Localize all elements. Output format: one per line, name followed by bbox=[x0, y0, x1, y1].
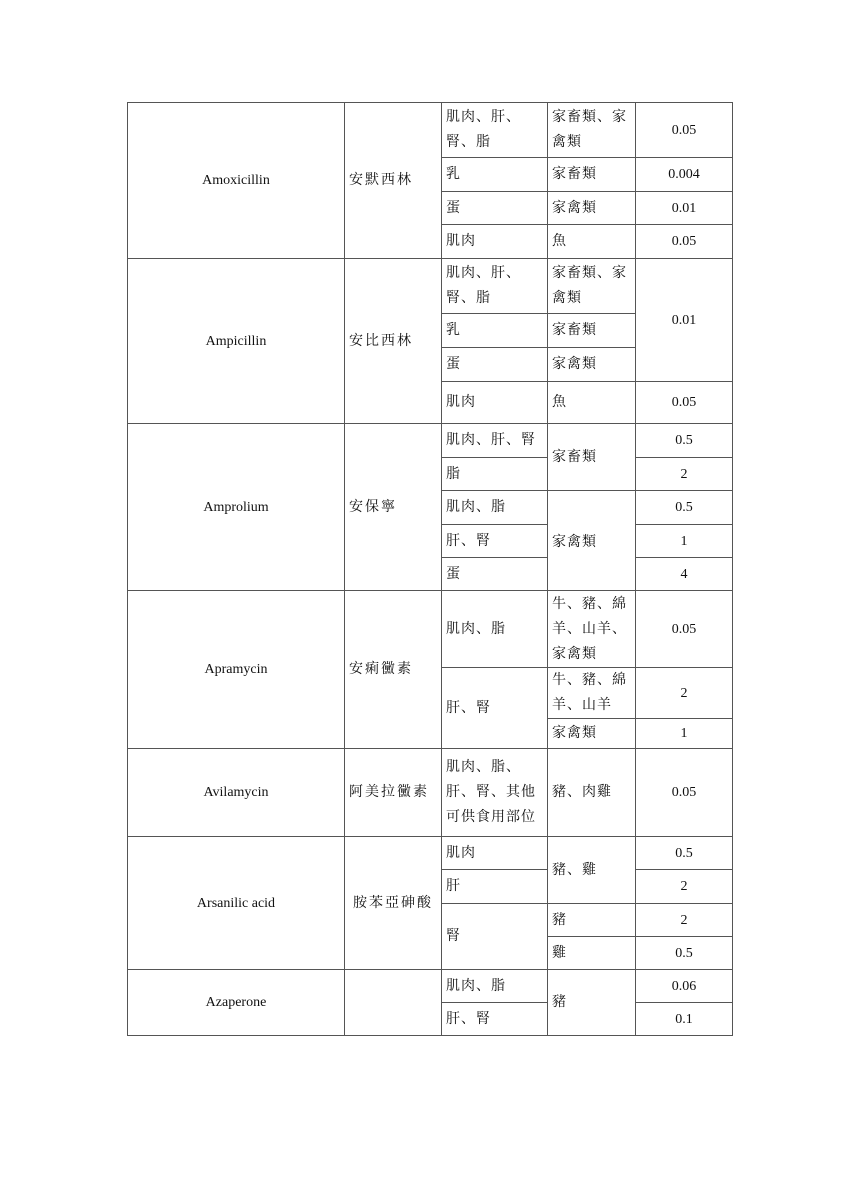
mrl-value: 0.05 bbox=[636, 749, 733, 837]
species-cell: 魚 bbox=[548, 382, 636, 424]
species-cell: 家禽類 bbox=[548, 348, 636, 382]
tissue-cell: 肌肉、肝、腎、脂 bbox=[442, 103, 548, 158]
drug-name-en: Apramycin bbox=[128, 591, 345, 749]
species-cell: 家畜類 bbox=[548, 158, 636, 192]
tissue-cell: 乳 bbox=[442, 158, 548, 192]
drug-name-zh: 安保寧 bbox=[345, 424, 442, 591]
tissue-cell: 蛋 bbox=[442, 348, 548, 382]
tissue-cell: 肌肉 bbox=[442, 225, 548, 259]
mrl-value: 0.05 bbox=[636, 225, 733, 259]
table-row bbox=[128, 749, 733, 837]
table-row bbox=[128, 424, 733, 458]
mrl-value: 0.05 bbox=[636, 103, 733, 158]
drug-name-zh: 胺苯亞砷酸 bbox=[345, 837, 442, 970]
tissue-cell: 肌肉 bbox=[442, 837, 548, 870]
species-cell: 牛、豬、綿羊、山羊、家禽類 bbox=[548, 591, 636, 668]
drug-name-en: Ampicillin bbox=[128, 259, 345, 424]
species-cell: 豬、肉雞 bbox=[548, 749, 636, 837]
drug-name-zh bbox=[345, 970, 442, 1036]
species-cell: 家畜類、家禽類 bbox=[548, 103, 636, 158]
drug-name-en: Amprolium bbox=[128, 424, 345, 591]
tissue-cell: 肌肉、脂 bbox=[442, 970, 548, 1003]
table-row bbox=[128, 103, 733, 158]
mrl-value: 0.5 bbox=[636, 937, 733, 970]
drug-name-zh: 安比西林 bbox=[345, 259, 442, 424]
species-cell: 豬 bbox=[548, 904, 636, 937]
drug-name-en: Azaperone bbox=[128, 970, 345, 1036]
mrl-value: 0.05 bbox=[636, 382, 733, 424]
drug-name-zh: 阿美拉黴素 bbox=[345, 749, 442, 837]
species-cell: 家禽類 bbox=[548, 491, 636, 591]
tissue-cell: 蛋 bbox=[442, 192, 548, 225]
tissue-cell: 肝、腎 bbox=[442, 668, 548, 749]
tissue-cell: 肌肉、脂 bbox=[442, 591, 548, 668]
tissue-cell: 肌肉 bbox=[442, 382, 548, 424]
mrl-value: 0.004 bbox=[636, 158, 733, 192]
table-row bbox=[128, 837, 733, 870]
drug-name-zh: 安默西林 bbox=[345, 103, 442, 259]
species-cell: 家畜類 bbox=[548, 424, 636, 491]
species-cell: 豬 bbox=[548, 970, 636, 1036]
mrl-value: 0.5 bbox=[636, 837, 733, 870]
mrl-value: 2 bbox=[636, 458, 733, 491]
species-cell: 魚 bbox=[548, 225, 636, 259]
mrl-value: 2 bbox=[636, 668, 733, 719]
mrl-value: 2 bbox=[636, 904, 733, 937]
drug-name-en: Amoxicillin bbox=[128, 103, 345, 259]
species-cell: 牛、豬、綿羊、山羊 bbox=[548, 668, 636, 719]
tissue-cell: 肝 bbox=[442, 870, 548, 904]
tissue-cell: 乳 bbox=[442, 314, 548, 348]
residue-limit-table bbox=[127, 102, 733, 1036]
tissue-cell: 蛋 bbox=[442, 558, 548, 591]
mrl-value: 2 bbox=[636, 870, 733, 904]
mrl-value: 0.5 bbox=[636, 424, 733, 458]
drug-name-en: Arsanilic acid bbox=[128, 837, 345, 970]
drug-name-en: Avilamycin bbox=[128, 749, 345, 837]
mrl-value: 4 bbox=[636, 558, 733, 591]
mrl-value: 0.1 bbox=[636, 1003, 733, 1036]
tissue-cell: 肌肉、脂、肝、腎、其他可供食用部位 bbox=[442, 749, 548, 837]
mrl-value: 0.01 bbox=[636, 192, 733, 225]
drug-name-zh: 安痢黴素 bbox=[345, 591, 442, 749]
mrl-value: 0.05 bbox=[636, 591, 733, 668]
species-cell: 家畜類、家禽類 bbox=[548, 259, 636, 314]
species-cell: 家畜類 bbox=[548, 314, 636, 348]
tissue-cell: 脂 bbox=[442, 458, 548, 491]
tissue-cell: 肝、腎 bbox=[442, 525, 548, 558]
table-row bbox=[128, 970, 733, 1003]
table-row bbox=[128, 259, 733, 314]
mrl-value: 0.01 bbox=[636, 259, 733, 382]
mrl-value: 1 bbox=[636, 719, 733, 749]
tissue-cell: 肝、腎 bbox=[442, 1003, 548, 1036]
mrl-value: 0.5 bbox=[636, 491, 733, 525]
species-cell: 家禽類 bbox=[548, 192, 636, 225]
tissue-cell: 肌肉、脂 bbox=[442, 491, 548, 525]
species-cell: 豬、雞 bbox=[548, 837, 636, 904]
tissue-cell: 肌肉、肝、腎 bbox=[442, 424, 548, 458]
mrl-value: 0.06 bbox=[636, 970, 733, 1003]
species-cell: 家禽類 bbox=[548, 719, 636, 749]
tissue-cell: 腎 bbox=[442, 904, 548, 970]
table-row bbox=[128, 591, 733, 668]
tissue-cell: 肌肉、肝、腎、脂 bbox=[442, 259, 548, 314]
species-cell: 雞 bbox=[548, 937, 636, 970]
mrl-value: 1 bbox=[636, 525, 733, 558]
